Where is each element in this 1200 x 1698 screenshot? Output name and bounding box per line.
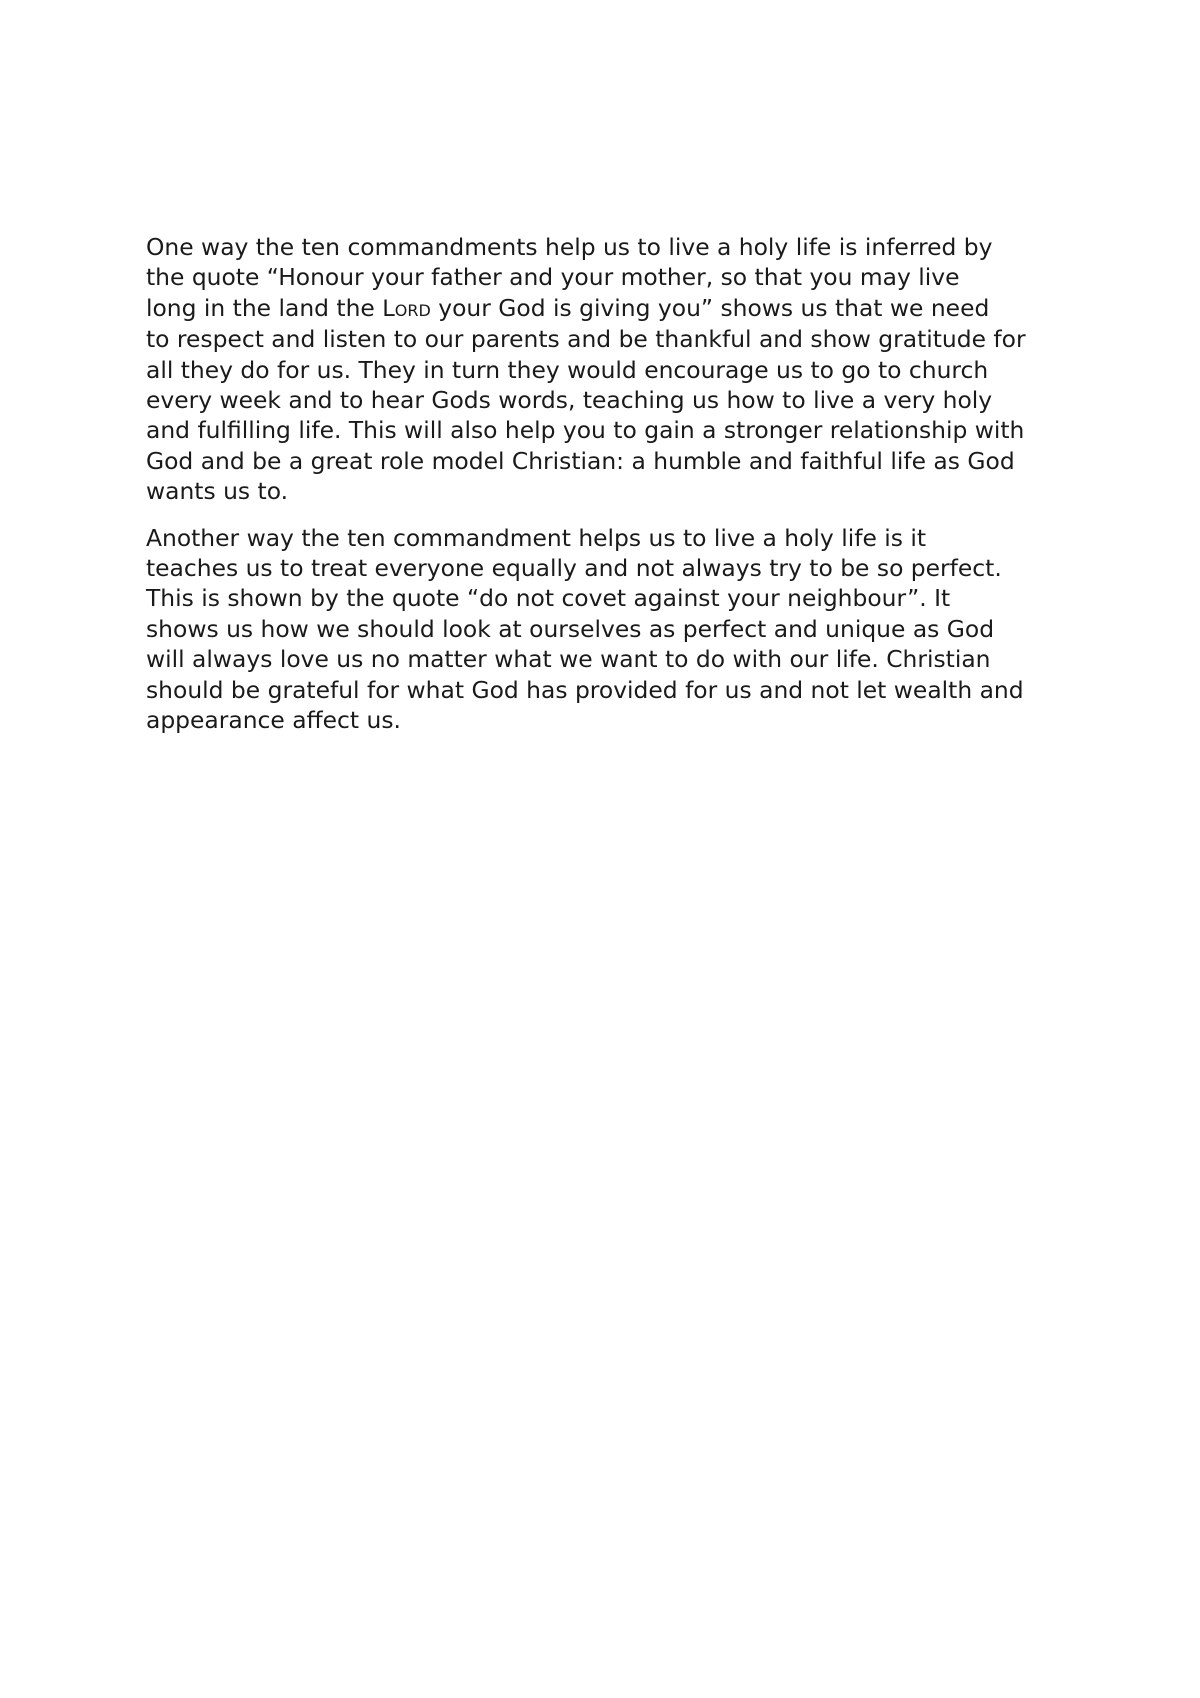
paragraph-1-line-3 [146,293,1086,324]
paragraph-2-line-6: should be grateful for what God has provided for us and not let wealth and [146,675,1024,704]
line-3-text-start: long in the land the [146,293,383,322]
document-body [146,232,1086,752]
paragraph-1-line-6: every week and to hear Gods words, teaching us how to live a very holy [146,386,993,415]
paragraph-1-line-2: the quote “Honour your father and your mother, so that you may live [146,263,960,292]
paragraph-2-line-5: will always love us no matter what we want to do with our life. Christian [146,645,991,674]
paragraph-1-line-9: wants us to. [146,477,289,506]
paragraph-1 [146,232,1086,507]
paragraph-2-line-3: This is shown by the quote “do not covet against your neighbour”. It [146,584,951,613]
line-3-text-end: your God is giving you” shows us that we need [430,293,990,322]
paragraph-2 [146,523,1086,736]
paragraph-2-line-4: shows us how we should look at ourselves as perfect and unique as God [146,614,995,643]
paragraph-2-line-1: Another way the ten commandment helps us to live a holy life is it [146,523,927,552]
paragraph-1-line-7: and fulfilling life. This will also help you to gain a stronger relationship with [146,416,1025,445]
lord-small-caps: Lord [382,295,431,322]
paragraph-2-line-2: teaches us to treat everyone equally and not always try to be so perfect. [146,554,1002,583]
paragraph-1-line-1: One way the ten commandments help us to live a holy life is inferred by [146,233,993,261]
paragraph-1-line-4: to respect and listen to our parents and be thankful and show gratitude for [146,325,1026,354]
paragraph-2-line-7: appearance affect us. [146,706,401,735]
paragraph-1-line-8: God and be a great role model Christian: a humble and faithful life as God [146,446,1015,475]
paragraph-1-line-5: all they do for us. They in turn they would encourage us to go to church [146,355,989,384]
